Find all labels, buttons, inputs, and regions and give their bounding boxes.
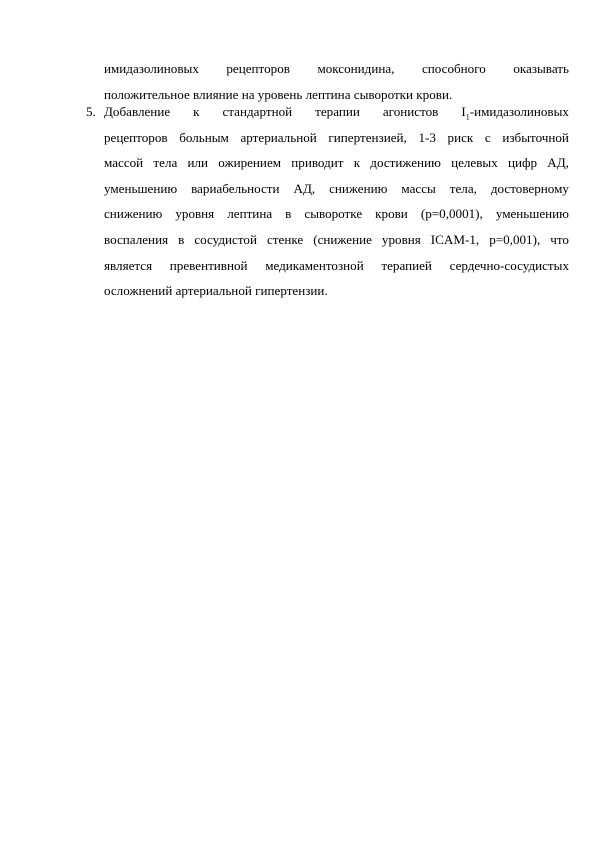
item5-line-7 [104,253,569,279]
word: -имидазолиновых [469,104,569,119]
word: Добавление [104,104,171,119]
item5-line-3 [104,150,569,176]
word: моксонидина, [317,61,395,76]
continuation-line-1 [104,56,569,82]
word: (p=0,0001), [420,206,483,222]
word: в [285,206,292,222]
word: сыворотке [304,206,363,222]
word: крови [375,206,408,222]
word: тела, [449,180,477,196]
item5-line-2 [104,125,569,151]
word: способного [421,61,486,76]
word: избыточной [502,129,569,145]
word: медикаментозной [265,257,364,273]
word: гипертензией, [328,129,407,145]
word: снижению [104,206,163,222]
word: к [353,155,361,171]
word: сердечно-сосудистых [449,257,569,273]
word: массой [104,155,144,171]
word: рецепторов [226,61,290,76]
item5-line-8: осложнений артериальной гипертензии. [104,283,328,299]
word: 1-3 [418,129,436,145]
word: тела [153,155,178,171]
word: (снижение [313,231,372,247]
word: ожирением [218,155,282,171]
word: что [550,231,569,247]
word: к [193,104,200,119]
word: артериальной [240,129,317,145]
word: достижению [370,155,441,171]
word: воспаления [104,231,169,247]
word: стандартной [222,104,293,119]
list-item-5-text [104,99,569,304]
word: стенке [266,231,304,247]
word: или [187,155,209,171]
word: больным [179,129,229,145]
word: превентивной [169,257,248,273]
word: ICAM-1, [430,231,480,247]
word: в [178,231,185,247]
word: уменьшению [104,180,178,196]
word: с [484,129,491,145]
word: I [461,104,466,119]
word: цифр [508,155,538,171]
word: приводит [291,155,344,171]
subscript: 1 [465,112,470,122]
word: риск [447,129,474,145]
word-subscripted [461,99,569,125]
word: снижению [329,180,388,196]
item5-line-5 [104,201,569,227]
word: оказывать [513,61,569,76]
word: сосудистой [194,231,257,247]
word: уровня [381,231,421,247]
word: имидазолиновых [104,61,199,76]
word: p=0,001), [489,231,541,247]
word: лептина [227,206,273,222]
item5-line-1 [104,99,569,125]
word: АД, [293,180,316,196]
continuation-line-2: положительное влияние на уровень лептина сыворотки крови. [104,86,453,102]
word: терапии [315,104,360,119]
word: является [104,257,153,273]
word: уровня [175,206,215,222]
word: целевых [451,155,498,171]
word: агонистов [382,104,439,119]
word: массы [401,180,436,196]
word: достоверному [490,180,569,196]
word: рецепторов [104,129,168,145]
word: АД, [547,155,569,171]
list-item-number: 5. [86,104,96,119]
item5-line-4 [104,176,569,202]
item5-line-6 [104,227,569,253]
word: терапией [381,257,432,273]
word: вариабельности [191,180,280,196]
word: уменьшению [495,206,569,222]
